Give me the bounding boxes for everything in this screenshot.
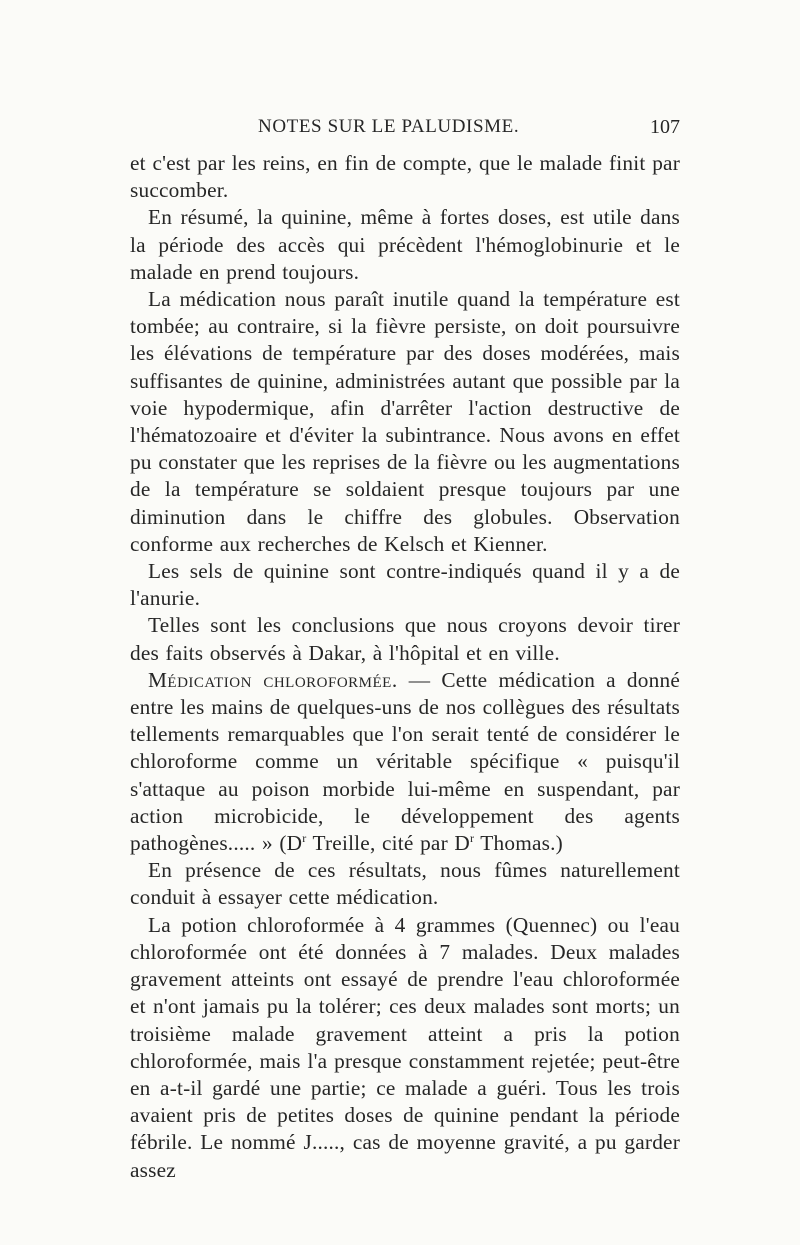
reference-text: Treille, cité par D bbox=[306, 831, 470, 856]
body-text bbox=[130, 150, 680, 1184]
paragraph: et c'est par les reins, en fin de compte, que le malade finit par succomber. bbox=[130, 151, 680, 203]
paragraph: La médication nous paraît inutile quand la température est tombée; au contraire, si la fièvre persiste, on doit poursuivre les élévations de température par des doses modérées, mais suffisantes de quinine, administrées autant que possible par la voie hypodermique, afin d'arrêter l'action destructive de l'hématozoaire et d'éviter la subintrance. Nous avons en effet pu constater que les reprises de la fièvre ou les augmentations de la température se soldaient presque toujours par une diminution dans le chiffre des globules. Observation conforme aux recherches de Kelsch et Kienner. bbox=[130, 287, 680, 556]
superscript: r bbox=[302, 831, 307, 846]
paragraph: Telles sont les conclusions que nous croyons devoir tirer des faits observés à Dakar, à l'hôpital et en ville. bbox=[130, 613, 680, 665]
paragraph: La potion chloroformée à 4 grammes (Quennec) ou l'eau chloroformée ont été données à 7 malades. Deux malades gravement atteints ont essayé de prendre l'eau chloroformée et n'ont jamais pu la tolérer; ces deux malades sont morts; un troisième malade gravement atteint a pris la potion chloroformée, mais l'a presque constamment rejetée; peut-être en a-t-il gardé une partie; ce malade a guéri. Tous les trois avaient pris de petites doses de quinine pendant la période fébrile. Le nommé J....., cas de moyenne gravité, a pu garder assez bbox=[130, 912, 680, 1182]
superscript: r bbox=[469, 831, 475, 846]
reference-text: Thomas.) bbox=[474, 831, 563, 856]
section-heading: Médication chloroformée. bbox=[148, 667, 398, 692]
section-paragraph bbox=[130, 667, 680, 857]
paragraph: Les sels de quinine sont contre-indiqués quand il y a de l'anurie. bbox=[130, 559, 680, 611]
running-title: NOTES SUR LE PALUDISME. bbox=[258, 116, 520, 137]
paragraph: En résumé, la quinine, même à fortes doses, est utile dans la période des accès qui précèdent l'hémoglobinurie et le malade en prend toujours. bbox=[130, 205, 680, 284]
page-number: 107 bbox=[650, 116, 680, 138]
paragraph: En présence de ces résultats, nous fûmes naturellement conduit à essayer cette médication. bbox=[130, 858, 680, 910]
section-text: — Cette médication a donné entre les mains de quelques-uns de nos collègues des résultats tellements remarquables que l'on serait tenté de considérer le chloroforme comme un véritable spécifique « puisqu'il s'attaque au poison morbide lui-même en suspendant, par action microbicide, le développement des agents pathogènes..... » (D bbox=[130, 667, 680, 856]
page-header bbox=[130, 116, 680, 140]
